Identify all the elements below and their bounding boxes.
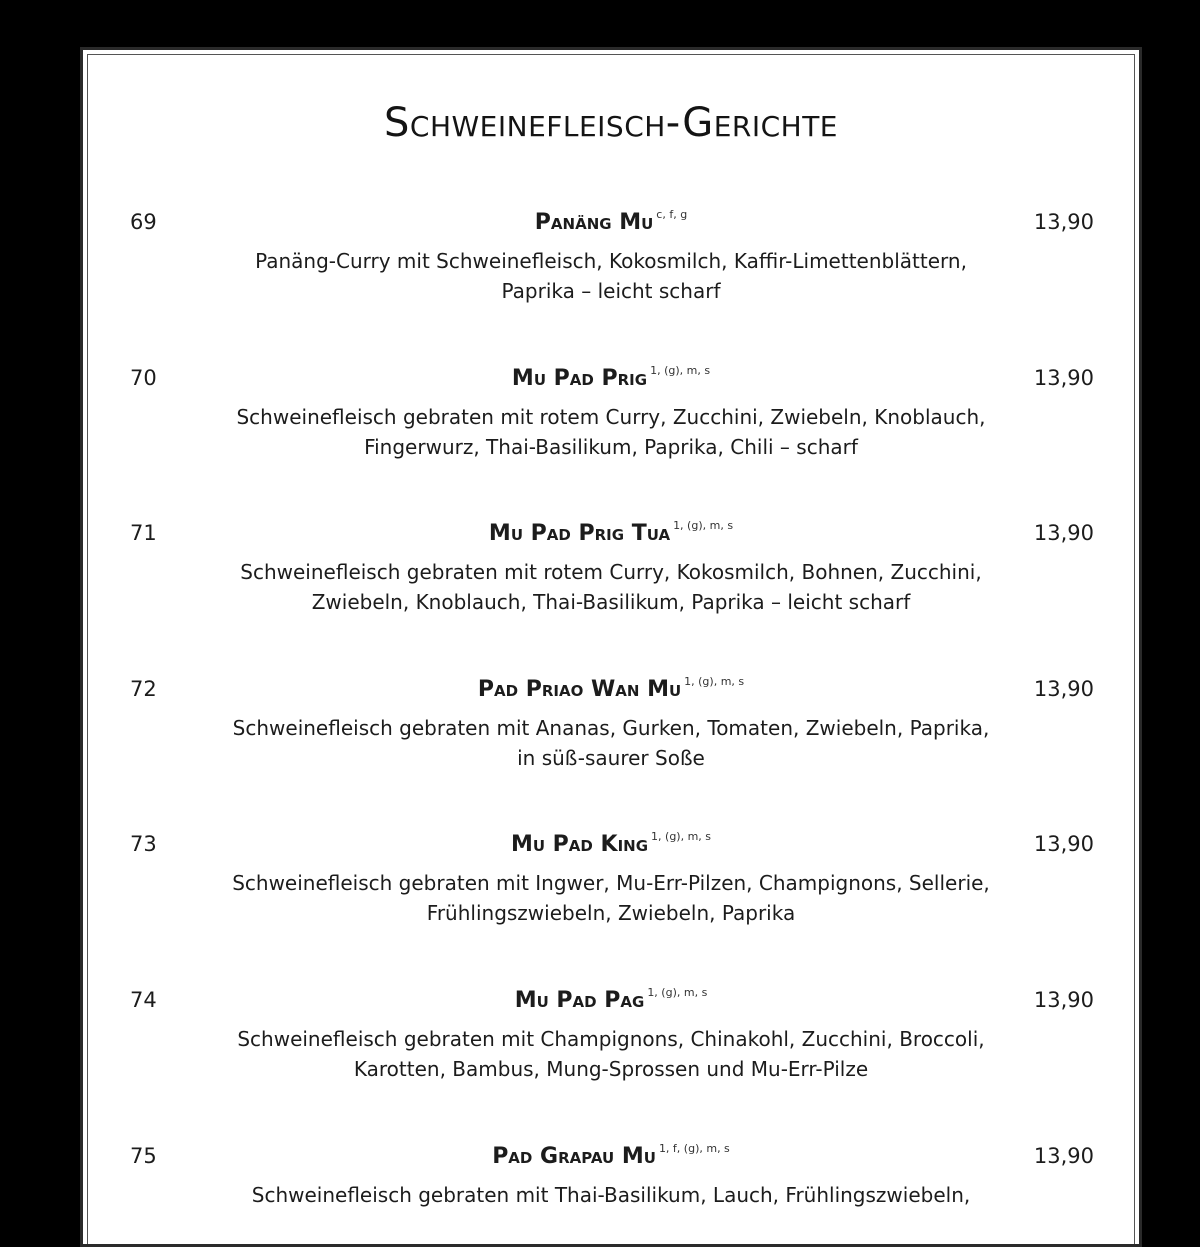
- item-price: 13,90: [1033, 210, 1094, 234]
- item-price: 13,90: [1033, 521, 1094, 545]
- item-name-line: [83, 830, 1139, 857]
- menu-page: [80, 47, 1142, 1247]
- item-price: 13,90: [1033, 677, 1094, 701]
- item-name-line: [83, 1142, 1139, 1169]
- menu-item: [83, 988, 1139, 1128]
- menu-item: [83, 677, 1139, 817]
- item-description: [83, 1180, 1139, 1210]
- item-name-line: [83, 208, 1139, 235]
- item-description-line: in süß-saurer Soße: [517, 746, 705, 770]
- item-allergens: 1, f, (g), m, s: [658, 1142, 730, 1155]
- item-price: 13,90: [1033, 832, 1094, 856]
- item-description-line: Schweinefleisch gebraten mit Ingwer, Mu-Err-Pilzen, Champignons, Sellerie,: [232, 871, 990, 895]
- item-description: [83, 868, 1139, 928]
- section-title: Schweinefleisch-Gerichte: [384, 100, 838, 146]
- item-name: Pad Priao Wan Mu: [477, 677, 682, 702]
- item-name: Mu Pad Prig Tua: [488, 521, 671, 546]
- item-description: [83, 246, 1139, 306]
- item-name: Pad Grapau Mu: [492, 1144, 656, 1169]
- item-description-line: Karotten, Bambus, Mung-Sprossen und Mu-Err-Pilze: [353, 1057, 869, 1081]
- item-allergens: 1, (g), m, s: [650, 364, 711, 377]
- item-description: [83, 402, 1139, 462]
- item-allergens: 1, (g), m, s: [684, 675, 745, 688]
- menu-item: [83, 832, 1139, 972]
- item-number: 74: [130, 988, 157, 1012]
- item-description-line: Fingerwurz, Thai-Basilikum, Paprika, Chili – scharf: [364, 435, 858, 459]
- item-price: 13,90: [1033, 366, 1094, 390]
- item-allergens: c, f, g: [656, 208, 688, 221]
- item-description-line: Schweinefleisch gebraten mit rotem Curry, Zucchini, Zwiebeln, Knoblauch,: [236, 405, 986, 429]
- item-number: 69: [130, 210, 157, 234]
- item-description-line: Schweinefleisch gebraten mit rotem Curry, Kokosmilch, Bohnen, Zucchini,: [240, 560, 982, 584]
- item-description-line: Frühlingszwiebeln, Zwiebeln, Paprika: [426, 901, 796, 925]
- item-price: 13,90: [1033, 1144, 1094, 1168]
- item-name-line: [83, 675, 1139, 702]
- item-allergens: 1, (g), m, s: [673, 519, 734, 532]
- menu-item: [83, 210, 1139, 350]
- item-description-line: Panäng-Curry mit Schweinefleisch, Kokosmilch, Kaffir-Limettenblättern,: [255, 249, 967, 273]
- item-number: 73: [130, 832, 157, 856]
- item-number: 72: [130, 677, 157, 701]
- item-number: 71: [130, 521, 157, 545]
- item-description-line: Paprika – leicht scharf: [501, 279, 721, 303]
- item-name: Mu Pad King: [510, 832, 649, 857]
- item-description: [83, 557, 1139, 617]
- item-description-line: Zwiebeln, Knoblauch, Thai-Basilikum, Paprika – leicht scharf: [311, 590, 911, 614]
- item-price: 13,90: [1033, 988, 1094, 1012]
- menu-item: [83, 366, 1139, 506]
- item-allergens: 1, (g), m, s: [647, 986, 708, 999]
- menu-item: [83, 521, 1139, 661]
- item-name: Mu Pad Prig: [511, 366, 648, 391]
- item-description-line: Schweinefleisch gebraten mit Champignons, Chinakohl, Zucchini, Broccoli,: [237, 1027, 985, 1051]
- item-name-line: [83, 986, 1139, 1013]
- item-name-line: [83, 519, 1139, 546]
- item-description-line: Schweinefleisch gebraten mit Thai-Basilikum, Lauch, Frühlingszwiebeln,: [251, 1183, 971, 1207]
- item-name: Mu Pad Pag: [514, 988, 645, 1013]
- menu-item: [83, 1144, 1139, 1247]
- item-name-line: [83, 364, 1139, 391]
- item-description: [83, 713, 1139, 773]
- item-name: Panäng Mu: [534, 210, 654, 235]
- item-description: [83, 1024, 1139, 1084]
- item-allergens: 1, (g), m, s: [651, 830, 712, 843]
- item-number: 70: [130, 366, 157, 390]
- item-number: 75: [130, 1144, 157, 1168]
- item-description-line: Schweinefleisch gebraten mit Ananas, Gurken, Tomaten, Zwiebeln, Paprika,: [232, 716, 990, 740]
